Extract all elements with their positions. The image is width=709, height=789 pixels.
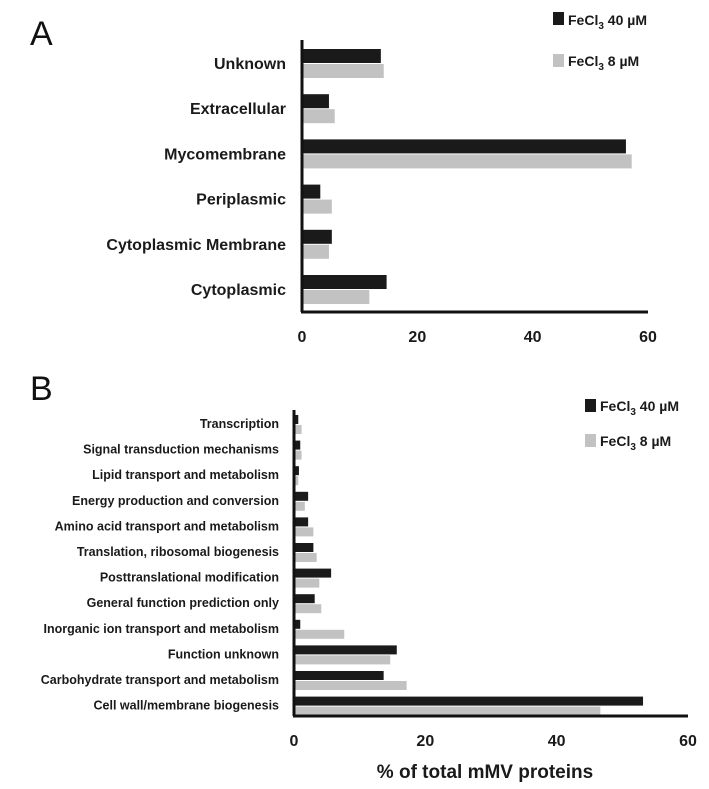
category-label: Posttranslational modification [99,570,279,585]
bar-fecl3-40 [295,543,313,552]
category-label: Amino acid transport and metabolism [54,519,279,534]
x-tick-label: 20 [408,329,427,346]
bar-fecl3-8 [295,681,407,690]
bar-fecl3-8 [295,451,302,460]
bar-fecl3-40 [303,94,329,108]
bar-fecl3-8 [295,502,305,511]
bar-fecl3-40 [303,185,320,199]
bar-fecl3-40 [295,441,300,450]
bar-fecl3-8 [295,604,321,613]
legend-label: FeCl$_3$ 8 µM [600,433,672,453]
category-label: Cytoplasmic [190,282,286,299]
bar-fecl3-8 [295,579,319,588]
bar-fecl3-8 [295,707,600,716]
bar-fecl3-40 [295,492,308,501]
x-axis-label: % of total mMV proteins [376,762,594,783]
x-tick-label: 40 [547,733,566,750]
bar-fecl3-8 [295,553,317,562]
bar-fecl3-40 [295,645,397,654]
legend-swatch [585,399,596,412]
panel-a-letter: A [30,15,53,53]
category-label: Mycomembrane [164,146,286,164]
category-label: Cell wall/membrane biogenesis [93,698,279,713]
bar-fecl3-8 [295,655,390,664]
x-tick-label: 0 [297,329,307,346]
x-tick-label: 20 [416,733,435,750]
category-label: Carbohydrate transport and metabolism [40,673,279,687]
legend-label: FeCl$_3$ 8 µM [568,53,640,73]
panel-b [30,370,697,783]
bar-fecl3-40 [295,697,643,706]
panel-b-letter: B [30,370,53,408]
bar-fecl3-40 [295,620,300,629]
bar-fecl3-8 [303,64,384,78]
x-tick-label: 0 [289,733,299,750]
legend-label: FeCl$_3$ 40 µM [568,12,647,32]
category-label: Signal transduction mechanisms [83,442,279,457]
x-tick-label: 60 [639,329,657,346]
legend-swatch [553,54,564,67]
bar-fecl3-40 [303,139,626,153]
legend-label: FeCl$_3$ 40 µM [600,398,679,418]
bar-fecl3-8 [295,527,313,536]
bar-fecl3-8 [303,109,335,123]
bar-fecl3-8 [295,425,302,434]
category-label: Unknown [214,56,286,73]
category-label: Energy production and conversion [72,493,279,508]
bar-fecl3-40 [295,466,299,475]
bar-fecl3-8 [303,154,632,168]
x-tick-label: 40 [523,329,542,346]
legend-swatch [585,434,596,447]
bar-fecl3-40 [303,275,387,289]
bar-fecl3-8 [303,290,369,304]
category-label: General function prediction only [86,596,279,611]
category-label: Inorganic ion transport and metabolism [43,621,279,636]
bar-fecl3-40 [295,517,308,526]
category-label: Transcription [199,417,279,431]
category-label: Extracellular [189,101,286,119]
bar-fecl3-40 [295,594,315,603]
legend-swatch [553,12,564,25]
category-label: Function unknown [167,647,279,662]
x-tick-label: 60 [679,733,697,750]
category-label: Translation, ribosomal biogenesis [76,545,279,559]
bar-fecl3-8 [303,245,329,259]
bar-fecl3-40 [295,569,331,578]
bar-fecl3-8 [295,630,344,639]
bar-fecl3-40 [303,49,381,63]
category-label: Lipid transport and metabolism [92,468,279,483]
bar-fecl3-40 [295,671,384,680]
category-label: Cytoplasmic Membrane [106,236,286,254]
bar-fecl3-40 [303,230,332,244]
category-label: Periplasmic [196,191,286,209]
panel-a [30,12,657,346]
bar-fecl3-8 [303,200,332,214]
